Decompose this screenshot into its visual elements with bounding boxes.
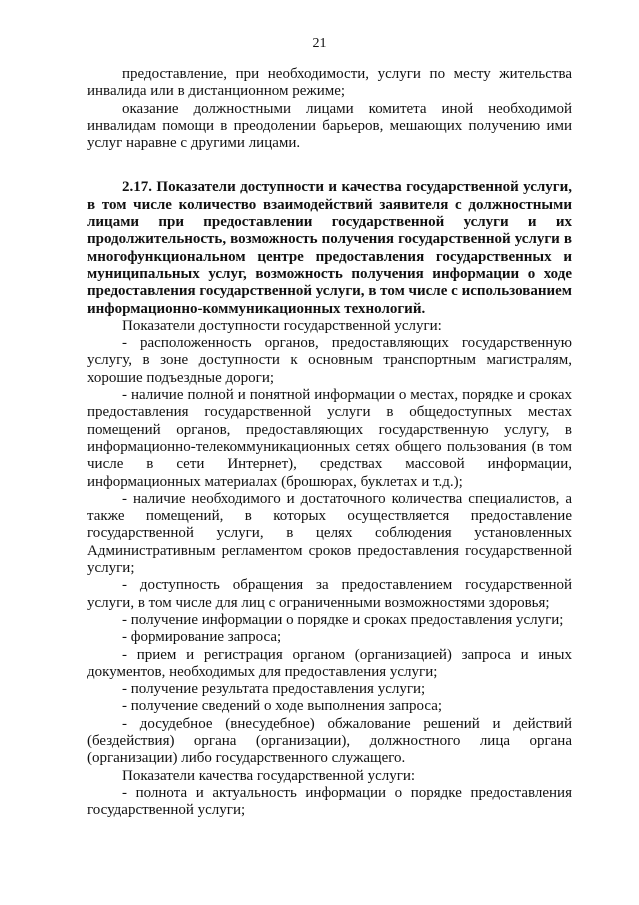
- quality-title: Показатели качества государственной услуги:: [122, 767, 416, 784]
- intro-paragraph-2: оказание должностными лицами комитета иной необходимой инвалидам помощи в преодолении барьеров, мешающих получению ими услуг наравне с другими лицами.: [87, 100, 572, 152]
- intro-paragraph-1: предоставление, при необходимости, услуги по месту жительства инвалида или в дистанционном режиме;: [87, 66, 572, 100]
- section-heading-2-17: 2.17. Показатели доступности и качества государственной услуги, в том числе количество взаимодействий заявителя с должностными лицами при предоставлении государственной услуги и их продолжительность, возможность получения государственной услуги в многофункциональном центре предоставления государственных и муниципальных услуг, возможность получения информации о ходе предоставления государственной услуги, в том числе с использованием информационно-коммуникационных технологий.: [87, 179, 572, 317]
- availability-item: - получение информации о порядке и сроках предоставления услуги;: [122, 611, 564, 628]
- quality-item: - полнота и актуальность информации о порядке предоставления государственной услуги;: [87, 784, 572, 819]
- availability-item: - расположенность органов, предоставляющих государственную услугу, в зоне доступности к основным транспортным магистралям, хорошие подъездные дороги;: [87, 335, 572, 386]
- availability-item: - получение результата предоставления услуги;: [122, 681, 426, 698]
- availability-item: - формирование запроса;: [122, 629, 282, 646]
- availability-item: - получение сведений о ходе выполнения запроса;: [122, 698, 443, 715]
- availability-item: - досудебное (внесудебное) обжалование решений и действий (бездействия) органа (организации), должностного лица органа (организации) либо государственного служащего.: [87, 715, 572, 767]
- availability-item: - наличие необходимого и достаточного количества специалистов, а также помещений, в которых осуществляется предоставление государственной услуги, в целях соблюдения установленных Административным регламентом сроков предоставления государственной услуги;: [87, 490, 572, 577]
- page-content: [87, 66, 572, 819]
- availability-title: Показатели доступности государственной услуги:: [122, 317, 442, 334]
- availability-item: - наличие полной и понятной информации о местах, порядке и сроках предоставления государственной услуги в общедоступных местах помещений органов, предоставляющих государственную услугу, в информационно-телекоммуникационных сетях общего пользования (в том числе в сети Интернет), средствах массовой информации, информационных материалах (брошюрах, буклетах и т.д.);: [87, 387, 572, 490]
- availability-item: - прием и регистрация органом (организацией) запроса и иных документов, необходимых для предоставления услуги;: [87, 646, 572, 680]
- page-number: 21: [312, 36, 327, 51]
- availability-item: - доступность обращения за предоставлением государственной услуги, в том числе для лиц с ограниченными возможностями здоровья;: [87, 577, 572, 611]
